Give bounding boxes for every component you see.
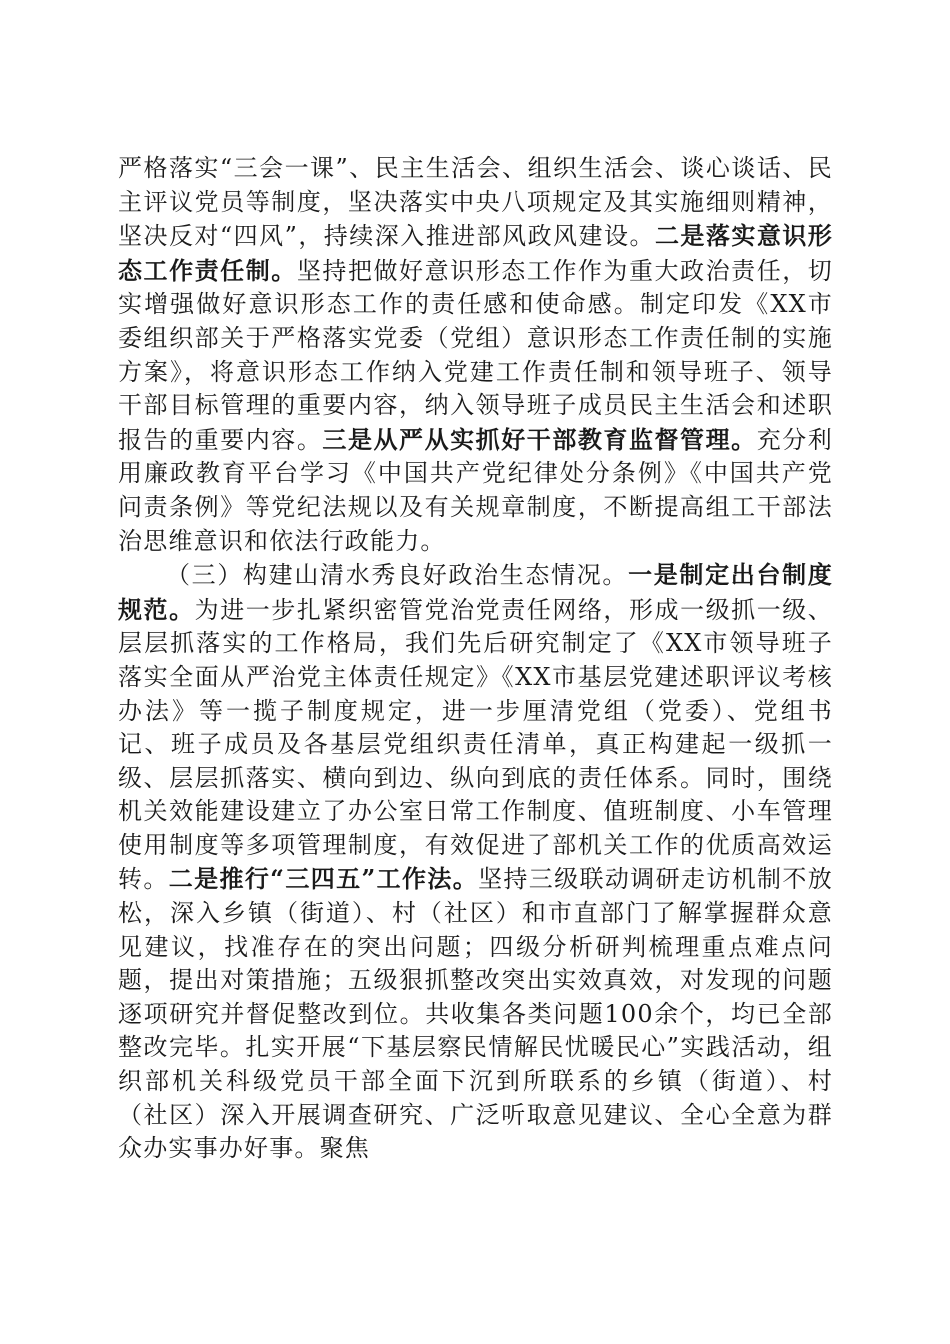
- bold-heading-run: 二是推行“三四五”工作法。: [168, 864, 479, 894]
- text-run: 充分利用廉政教育平台学习《中国共产党纪律处分条例》《中国共产党问责条例》等党纪法规以及有关规章制度，不断提高组工干部法治思维意识和依法行政能力。: [118, 425, 833, 555]
- bold-heading-run: 二是落实意识形态工作责任制。: [118, 221, 833, 285]
- text-run: 严格落实“三会一课”、民主生活会、组织生活会、谈心谈话、民主评议党员等制度，坚决落实中央八项规定及其实施细则精神，坚决反对“四风”，持续深入推进部风政风建设。: [118, 154, 833, 251]
- paragraph-1: [118, 152, 833, 558]
- text-run: 坚持三级联动调研走访机制不放松，深入乡镇（街道）、村（社区）和市直部门了解掌握群众意见建议，找准存在的突出问题；四级分析研判梳理重点难点问题，提出对策措施；五级狠抓整改突出实效真效，对发现的问题逐项研究并督促整改到位。共收集各类问题100余个，均已全部整改完毕。扎实开展“下基层察民情解民忧暖民心”实践活动，组织部机关科级党员干部全面下沉到所联系的乡镇（街道）、村（社区）深入开展调查研究、广泛听取意见建议、全心全意为群众办实事办好事。聚焦: [118, 865, 833, 1163]
- bold-heading-run: 一是制定出台制度规范。: [118, 560, 833, 624]
- paragraph-2: [118, 558, 833, 1166]
- text-run: 坚持把做好意识形态工作作为重大政治责任，切实增强做好意识形态工作的责任感和使命感。制定印发《XX市委组织部关于严格落实党委（党组）意识形态工作责任制的实施方案》，将意识形态工作纳入党建工作责任制和领导班子、领导干部目标管理的重要内容，纳入领导班子成员民主生活会和述职报告的重要内容。: [118, 256, 833, 454]
- text-run: 为进一步扎紧织密管党治党责任网络，形成一级抓一级、层层抓落实的工作格局，我们先后研究制定了《XX市领导班子落实全面从严治党主体责任规定》《XX市基层党建述职评议考核办法》等一揽子制度规定，进一步厘清党组（党委）、党组书记、班子成员及各基层党组织责任清单，真正构建起一级抓一级、层层抓落实、横向到边、纵向到底的责任体系。同时，围绕机关效能建设建立了办公室日常工作制度、值班制度、小车管理使用制度等多项管理制度，有效促进了部机关工作的优质高效运转。: [118, 595, 834, 894]
- bold-heading-run: 三是从严从实抓好干部教育监督管理。: [322, 424, 757, 454]
- document-body: [118, 152, 833, 1166]
- section-heading-run: （三）构建山清水秀良好政治生态情况。: [166, 561, 629, 590]
